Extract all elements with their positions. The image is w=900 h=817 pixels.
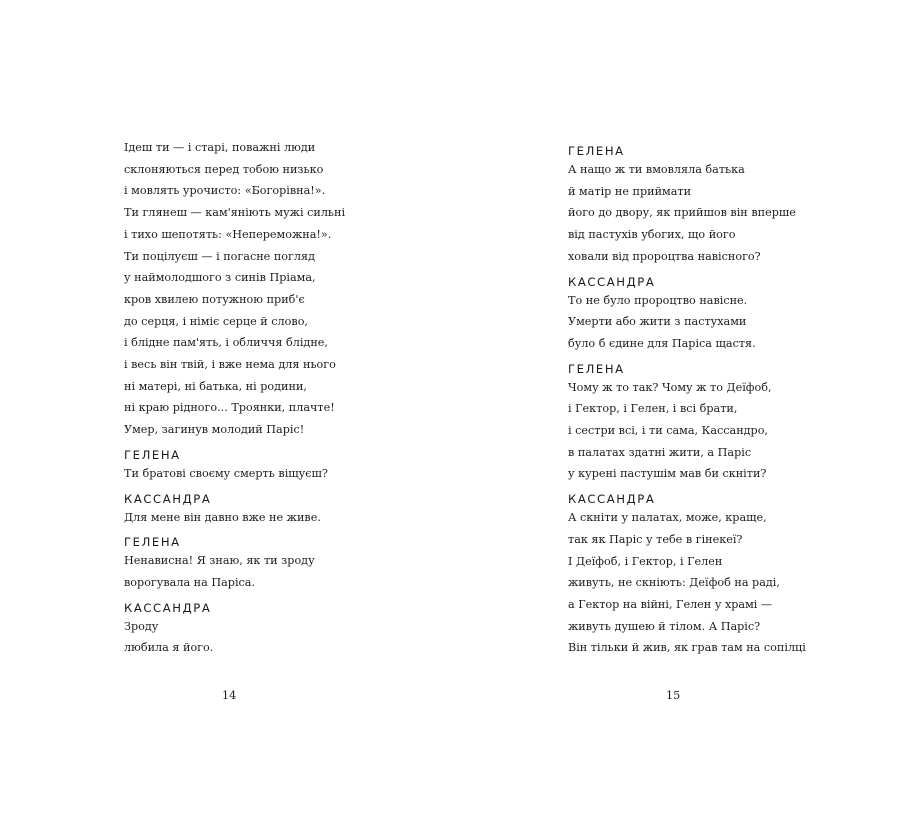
verse-line: ховали від пророцтва навісного? [568, 249, 761, 263]
speech-block [124, 594, 454, 659]
speech-block [568, 355, 888, 486]
verse-line: так як Паріс у тебе в гінекеї? [568, 532, 743, 546]
speaker-name: ГЕЛЕНА [568, 144, 625, 158]
verse-line: і весь він твій, і вже нема для нього [124, 358, 336, 372]
verse-line: живуть душею й тілом. А Паріс? [568, 619, 761, 633]
verse-line: від пастухів убогих, що його [568, 228, 736, 242]
verse-line: Ненависна! Я знаю, як ти зроду [124, 554, 315, 568]
verse-line: у курені пастушім мав би скніти? [568, 467, 767, 481]
page-number-right: 15 [666, 689, 681, 702]
verse-line: кров хвилею потужною приб'є [124, 292, 305, 306]
verse-line: до серця, і німіє серце й слово, [124, 314, 308, 328]
speaker-name: КАССАНДРА [568, 274, 656, 289]
verse-line: любила я його. [124, 641, 214, 655]
verse-line: ні матері, ні батька, ні родини, [124, 379, 307, 393]
verse-line: ні краю рідного... Троянки, плачте! [124, 401, 335, 415]
right-page [568, 137, 888, 659]
speech-block [568, 137, 888, 268]
verse-line: Умерти або жити з пастухами [568, 315, 747, 329]
verse-line: а Гектор на війні, Гелен у храмі — [568, 597, 773, 611]
speaker-name: КАССАНДРА [124, 491, 212, 506]
verse-line: То не було пророцтво навісне. [568, 293, 748, 307]
verse-line: і тихо шепотять: «Непереможна!». [124, 227, 332, 241]
verse-line: Зроду [124, 619, 159, 633]
verse-line: Для мене він давно вже не живе. [124, 510, 321, 524]
verse-line: ворогувала на Паріса. [124, 575, 256, 589]
verse-line: у наймолодшого з синів Пріама, [124, 271, 316, 285]
verse-line: А нащо ж ти вмовляла батька [568, 163, 745, 176]
speaker-name: ГЕЛЕНА [124, 535, 181, 550]
verse-line: Чому ж то так? Чому ж то Деїфоб, [568, 380, 772, 394]
verse-line: його до двору, як прийшов він вперше [568, 206, 796, 220]
verse-line: і Гектор, і Гелен, і всі брати, [568, 402, 738, 416]
verse-line: А скніти у палатах, може, краще, [568, 511, 767, 525]
verse-line: склоняються перед тобою низько [124, 162, 324, 176]
verse-line: було б єдине для Паріса щастя. [568, 336, 756, 350]
speech-block [568, 485, 888, 659]
verse-line: й матір не приймати [568, 184, 692, 198]
speaker-name: КАССАНДРА [124, 600, 212, 615]
page-number-left: 14 [222, 689, 237, 702]
speech-block [124, 441, 454, 485]
verse-line: Умер, загинув молодий Паріс! [124, 423, 305, 437]
verse-line: і сестри всі, і ти сама, Кассандро, [568, 424, 768, 438]
speech-block [124, 485, 454, 529]
verse-line: живуть, не скніють: Деїфоб на раді, [568, 576, 780, 590]
verse-line: Ти глянеш — кам'яніють мужі сильні [124, 206, 346, 220]
speech-block [124, 137, 454, 441]
verse-line: і блідне пам'ять, і обличчя блідне, [124, 336, 328, 350]
speaker-name: ГЕЛЕНА [568, 361, 625, 376]
verse-line: Ти поцілуєш — і погасне погляд [124, 249, 315, 263]
verse-line: і мовлять урочисто: «Богорівна!». [124, 184, 326, 198]
verse-line: І Деїфоб, і Гектор, і Гелен [568, 554, 723, 568]
verse-line: в палатах здатні жити, а Паріс [568, 445, 752, 459]
speech-block [124, 528, 454, 593]
speaker-name: КАССАНДРА [568, 492, 656, 507]
verse-line: Він тільки й жив, як грав там на сопілці [568, 641, 806, 655]
left-page [124, 137, 454, 659]
verse-line: Ти братові своєму смерть віщуєш? [124, 466, 328, 480]
speech-block [568, 268, 888, 355]
speaker-name: ГЕЛЕНА [124, 447, 181, 462]
verse-line: Ідеш ти — і старі, поважні люди [124, 141, 316, 154]
